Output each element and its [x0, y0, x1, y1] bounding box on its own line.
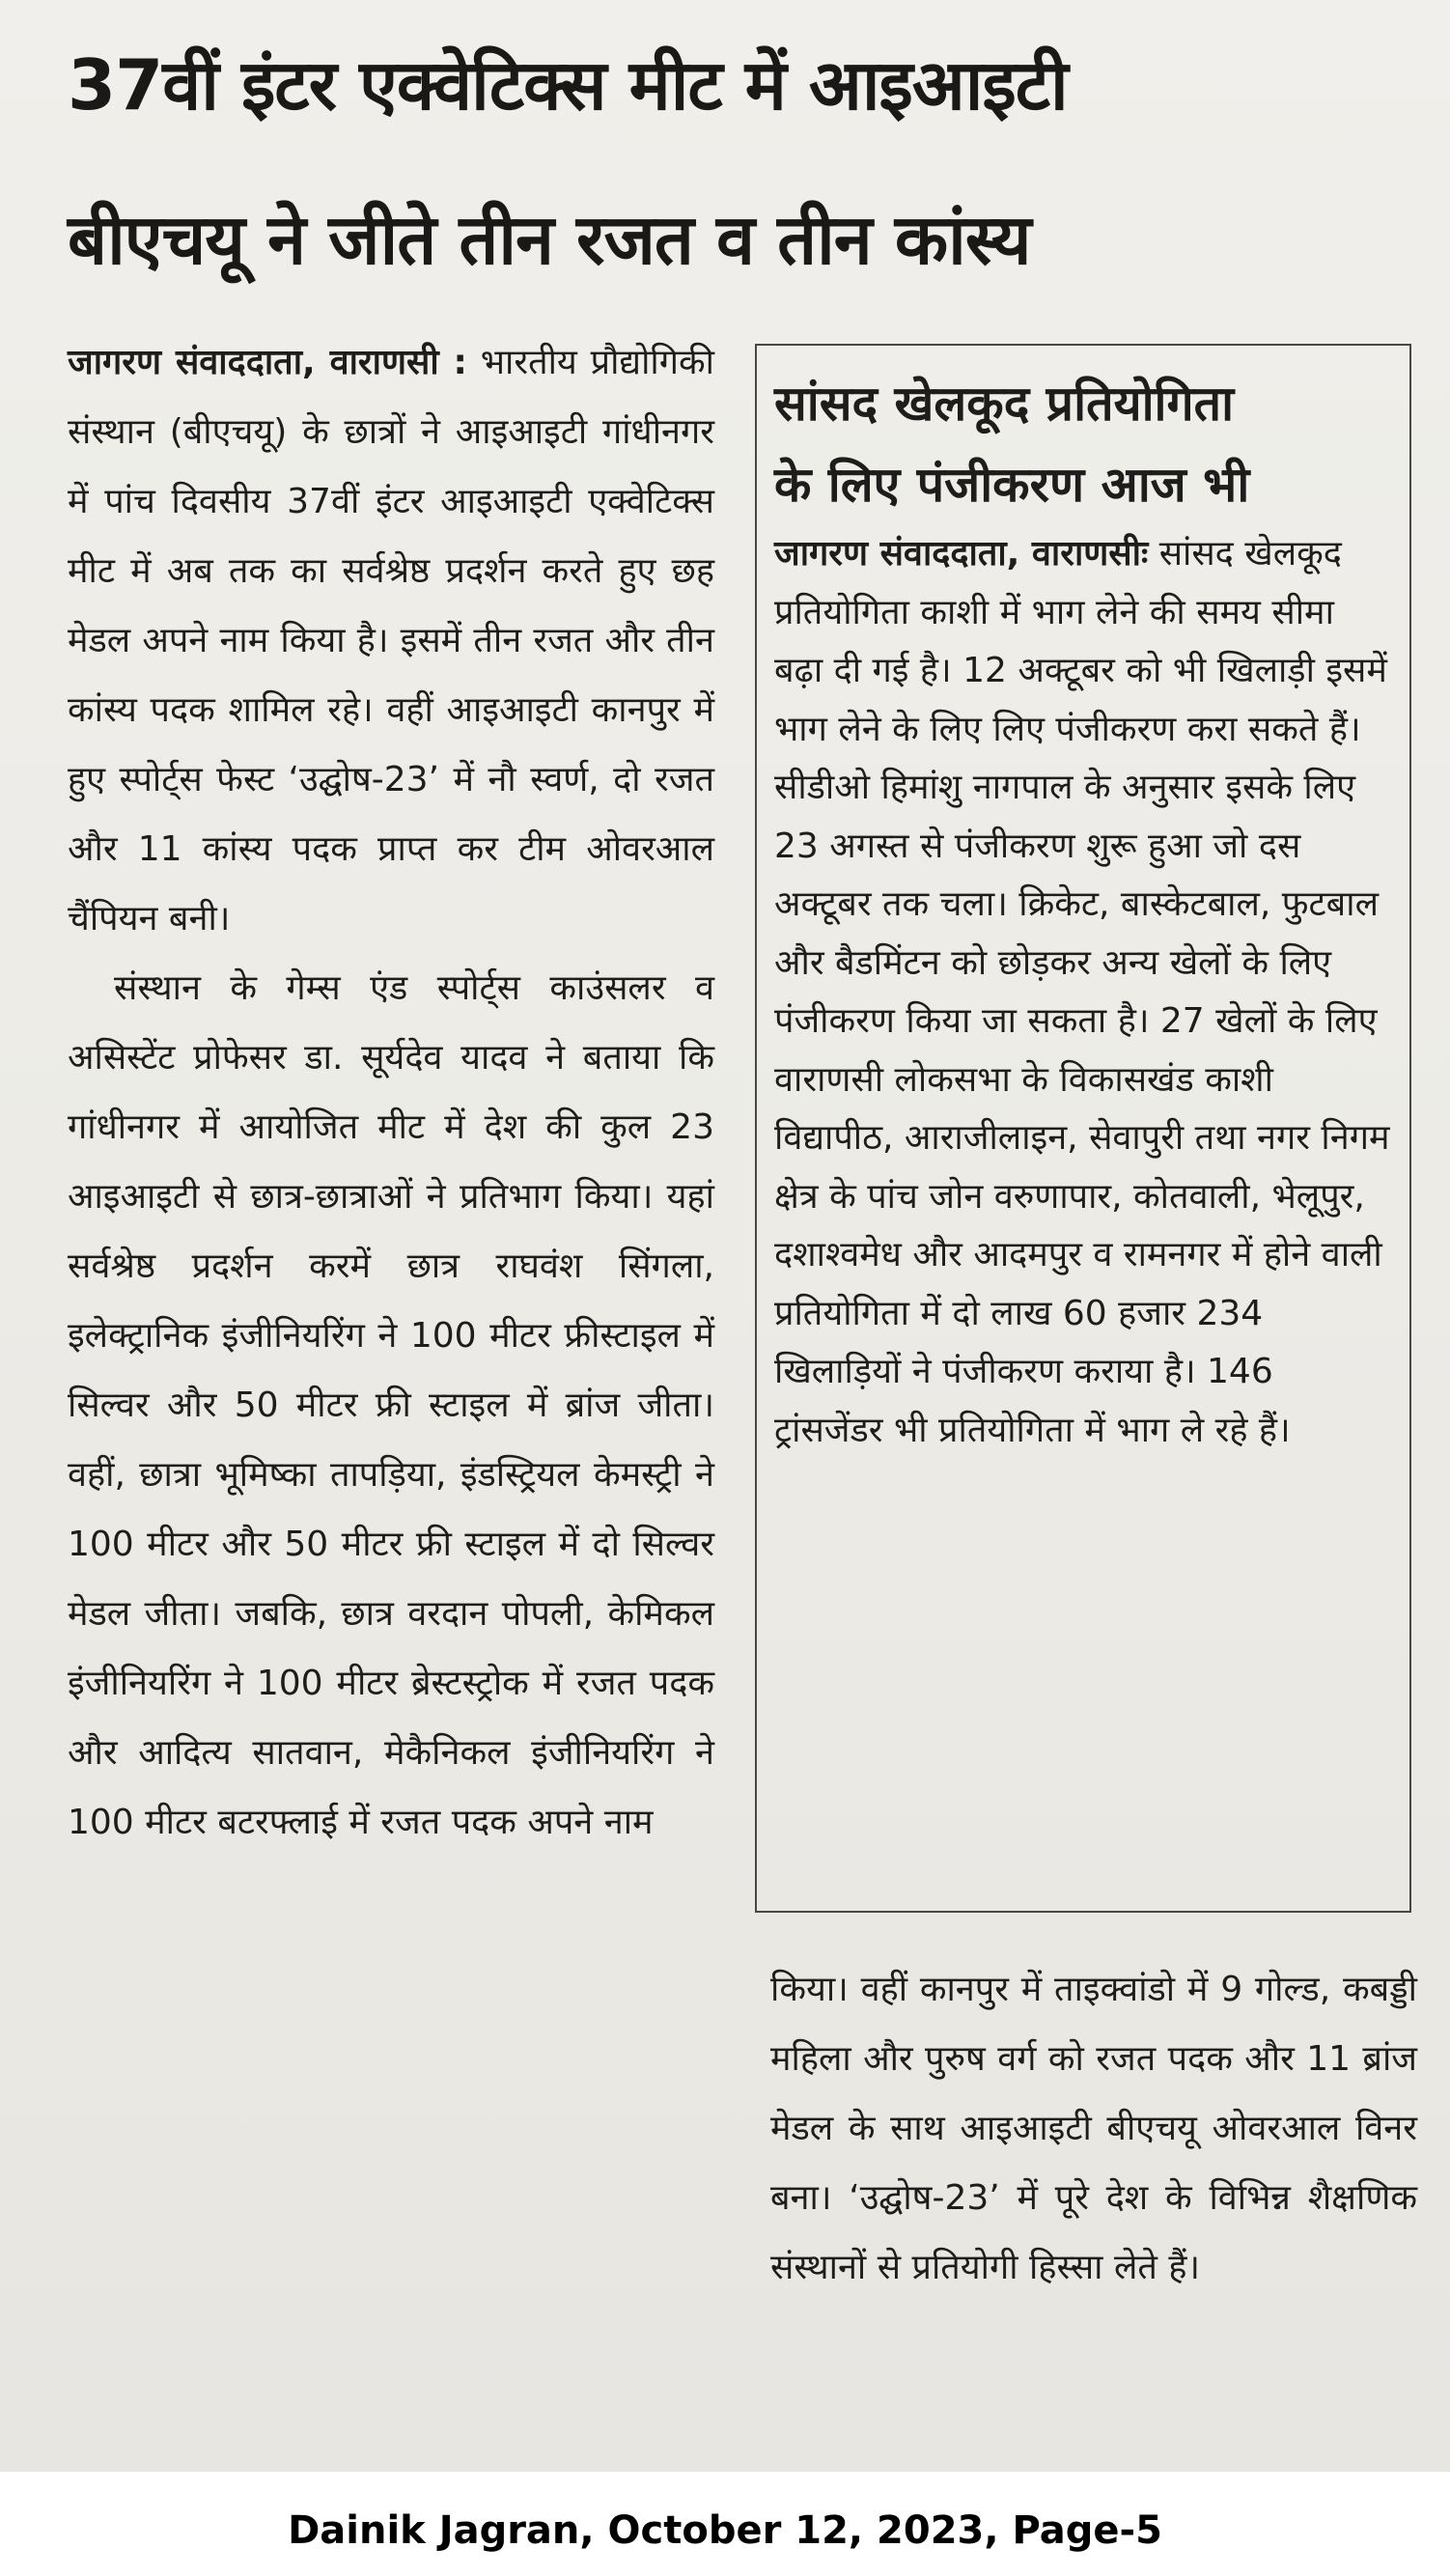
article-paragraph-1: [68, 328, 714, 954]
sidebar-byline: जागरण संवाददाता, वाराणसीः: [774, 534, 1149, 574]
article-headline-line1: 37वीं इंटर एक्वेटिक्स मीट में आइआइटी: [68, 44, 1068, 126]
article-paragraph-2: संस्थान के गेम्स एंड स्पोर्ट्स काउंसलर व असिस्टेंट प्रोफेसर डा. सूर्यदेव यादव ने बताया कि गांधीनगर में आयोजित मीट में देश की कुल 23 आइआइटी से छात्र-छात्राओं ने प्रतिभाग किया। यहां सर्वश्रेष्ठ प्रदर्शन करमें छात्र राघवंश सिंगला, इलेक्ट्रानिक इंजीनियरिंग ने 100 मीटर फ्रीस्टाइल में सिल्वर और 50 मीटर फ्री स्टाइल में ब्रांज जीता। वहीं, छात्रा भूमिष्का तापड़िया, इंडस्ट्रियल केमस्ट्री ने 100 मीटर और 50 मीटर फ्री स्टाइल में दो सिल्वर मेडल जीता। जबकि, छात्र वरदान पोपली, केमिकल इंजीनियरिंग ने 100 मीटर ब्रेस्टस्ट्रोक में रजत पदक और आदित्य सातवान, मेकैनिकल इंजीनियरिंग ने 100 मीटर बटरफ्लाई में रजत पदक अपने नाम: [68, 968, 714, 1842]
article-continuation-column: [770, 1955, 1417, 2303]
sidebar-body-text: सांसद खेलकूद प्रतियोगिता काशी में भाग लेने की समय सीमा बढ़ा दी गई है। 12 अक्टूबर को भी खिलाड़ी इसमें भाग लेने के लिए लिए पंजीकरण करा सकते हैं। सीडीओ हिमांशु नागपाल के अनुसार इसके लिए 23 अगस्त से पंजीकरण शुरू हुआ जो दस अक्टूबर तक चला। क्रिकेट, बास्केटबाल, फुटबाल और बैडमिंटन को छोड़कर अन्य खेलों के लिए पंजीकरण किया जा सकता है। 27 खेलों के लिए वाराणसी लोकसभा के विकासखंड काशी विद्यापीठ, आराजीलाइन, सेवापुरी तथा नगर निगम क्षेत्र के पांच जोन वरुणापार, कोतवाली, भेलूपुर, दशाश्वमेध और आदमपुर व रामनगर में होने वाली प्रतियोगिता में दो लाख 60 हजार 234 खिलाड़ियों ने पंजीकरण कराया है। 146 ट्रांसजेंडर भी प्रतियोगिता में भाग ले रहे हैं।: [774, 534, 1390, 1450]
article-byline: जागरण संवाददाता, वाराणसी :: [68, 343, 467, 382]
sidebar-body: [774, 525, 1392, 1460]
article-left-column: [68, 328, 714, 1858]
sidebar-headline-line1: सांसद खेलकूद प्रतियोगिता: [774, 376, 1235, 432]
article-headline-line2: बीएचयू ने जीते तीन रजत व तीन कांस्य: [68, 199, 1031, 280]
sidebar-headline-line2: के लिए पंजीकरण आज भी: [774, 457, 1250, 513]
sidebar-box: [755, 344, 1411, 1913]
article-continuation: किया। वहीं कानपुर में ताइक्वांडो में 9 गोल्ड, कबड्डी महिला और पुरुष वर्ग को रजत पदक और 11 ब्रांज मेडल के साथ आइआइटी बीएचयू ओवरआल विनर बना। ‘उद्घोष-23’ में पूरे देश के विभिन्न शैक्षणिक संस्थानों से प्रतियोगी हिस्सा लेते हैं।: [770, 1970, 1417, 2287]
source-caption: Dainik Jagran, October 12, 2023, Page-5: [288, 2508, 1162, 2553]
article-paragraph-1-text: भारतीय प्रौद्योगिकी संस्थान (बीएचयू) के छात्रों ने आइआइटी गांधीनगर में पांच दिवसीय 37वीं इंटर आइआइटी एक्वेटिक्स मीट में अब तक का सर्वश्रेष्ठ प्रदर्शन करते हुए छह मेडल अपने नाम किया है। इसमें तीन रजत और तीन कांस्य पदक शामिल रहे। वहीं आइआइटी कानपुर में हुए स्पोर्ट्स फेस्ट ‘उद्घोष-23’ में नौ स्वर्ण, दो रजत और 11 कांस्य पदक प्राप्त कर टीम ओवरआल चैंपियन बनी।: [68, 343, 714, 938]
